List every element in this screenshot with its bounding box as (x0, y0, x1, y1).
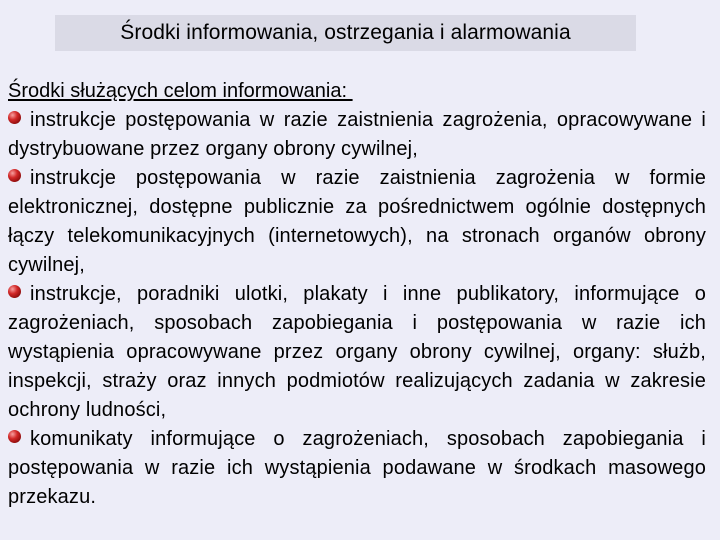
bullet-icon (8, 430, 21, 443)
slide-body (8, 77, 706, 512)
list-item-text: komunikaty informujące o zagrożeniach, sposobach zapobiegania i postępowania w razie ich wystąpienia podawane w środkach masowego przekazu. (8, 428, 706, 508)
intro-heading: Środki służących celom informowania: (8, 80, 353, 102)
slide-title-box (55, 15, 636, 51)
slide-title: Środki informowania, ostrzegania i alarmowania (120, 21, 571, 44)
list-item (8, 425, 706, 512)
list-item-text: instrukcje postępowania w razie zaistnienia zagrożenia, opracowywane i dystrybuowane przez organy obrony cywilnej, (8, 109, 706, 160)
list-item (8, 280, 706, 425)
list-item-text: instrukcje postępowania w razie zaistnienia zagrożenia w formie elektronicznej, dostępne publicznie za pośrednictwem ogólnie dostępnych łączy telekomunikacyjnych (internetowych), na stronach organów obrony cywilnej, (8, 167, 706, 276)
list-item (8, 106, 706, 164)
list-item-text: instrukcje, poradniki ulotki, plakaty i inne publikatory, informujące o zagrożeniach, sposobach zapobiegania i postępowania w razie ich wystąpienia opracowywane przez organy obrony cywilnej, organy: służb, inspekcji, straży oraz innych podmiotów realizujących zadania w zakresie ochrony ludności, (8, 283, 706, 421)
bullet-icon (8, 169, 21, 182)
list-item (8, 164, 706, 280)
bullet-icon (8, 285, 21, 298)
bullet-icon (8, 111, 21, 124)
